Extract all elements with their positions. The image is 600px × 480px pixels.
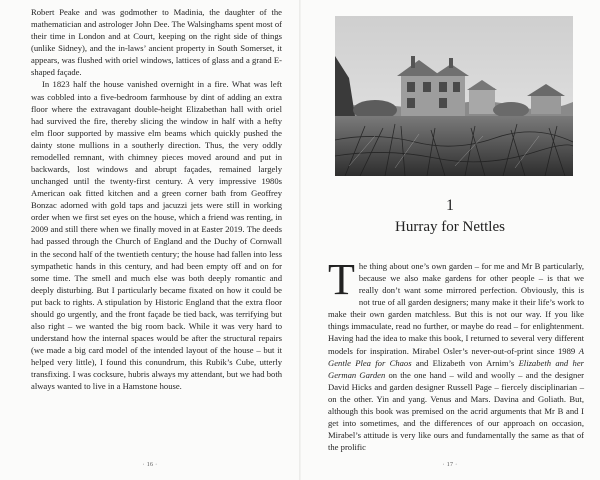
book-title-italic: Elizabeth and her German Garden	[328, 357, 584, 380]
right-page-text	[328, 255, 584, 453]
drop-cap: T	[328, 255, 355, 304]
body-segment: on the one hand – wild and woolly – and the designer David Hicks and garden designer Russell Page – fiercely disciplinarian – on the other. Yin and yang. Venus and Mars. Davina and Goliath. But, although this book was premised on the acrid arguments that Mr B and I get into sometimes, and the differences of our approach on occasion, Mirabel’s attitude is very like ours and fundamentally the same as that of the prolific	[328, 369, 584, 453]
left-paragraph-2: In 1823 half the house vanished overnight in a fire. What was left was cobbled into a five-bedroom farmhouse by dint of adding an extra floor where the extravagant double-height Elizabethan hall with oriel had survived the fire, thereby slicing the window in half with a hefty elm floor supported by massive elm beams which quickly pushed the dainty stone mullions in a southerly direction. Thus, the very oddly remodelled remnant, with chimney pieces moved around and put in backwards, lost windows and abrupt façades, remained largely unchanged until the twenty-first century. A very impressive 1980s American oak fitted kitchen and a green corner bath from Geoffrey Bonzac adorned with gold taps and jacuzzi jets were still in working order when we first set eyes on the house, which a friend was renting, in 2009 and still there when we finally moved in at Easter 2019. The deeds had passed through the Church of England and the Duchy of Cornwall in the second half of the twentieth century; the house had fallen into less sympathetic hands in this century, and had been empty off and on for some time. The smell and much else was both deeply romantic and deeply disturbing. But I particularly became fixated on how it could be put back to rights. A stipulation by Historic England that the extra floor should go urgently, and the front façade be tied back, was terrifying but also right – we wanted the big room back. While it was very hard to understand how the internal spaces would be after the structural repairs (we made a big card model of the intended layout of the house – but it helped very little), I found this conundrum, this Rubik’s Cube, utterly transfixing. I was cocksure, hubris always my attendant, but we had both always wanted to live in a Hamstone house.	[31, 79, 282, 392]
left-paragraph-1: Robert Peake and was godmother to Madinia, the daughter of the mathematician and astrologer John Dee. The Walsinghams spent most of their time in London and at Court, keeping on the right side of things (unlike Sidney), and the in-laws’ ancient property in South Somerset, it appears, was flushed with oriel windows, lattices of glass and a grand E-shaped façade.	[31, 7, 282, 78]
chapter-number: 1	[446, 197, 454, 214]
body-segment: and Elizabeth von Arnim’s	[411, 357, 519, 368]
page-number-right: · 17 ·	[442, 462, 458, 468]
right-page	[300, 0, 600, 480]
chapter-opening-paragraph	[328, 255, 584, 453]
chapter-title: Hurray for Nettles	[395, 219, 505, 235]
left-page-text	[31, 6, 282, 393]
house-photograph	[335, 16, 573, 176]
body-segment: he thing about one’s own garden – for me and Mr B particularly, because we also make gardens for other people – is that we really don’t want some mirrored perfection. Obviously, this is not true of all garden designers; many make it their life’s work to make their own garden matchless. But this is not our way. If you like things immaculate, read no further, or maybe do read – for enlightenment. Having had the idea to make this book, I returned to several very different models for inspiration. Mirabel Osler’s never-out-of-print since 1989	[328, 261, 584, 356]
book-title-italic: A Gentle Plea for Chaos	[328, 345, 584, 368]
page-number-left: · 16 ·	[142, 462, 158, 468]
